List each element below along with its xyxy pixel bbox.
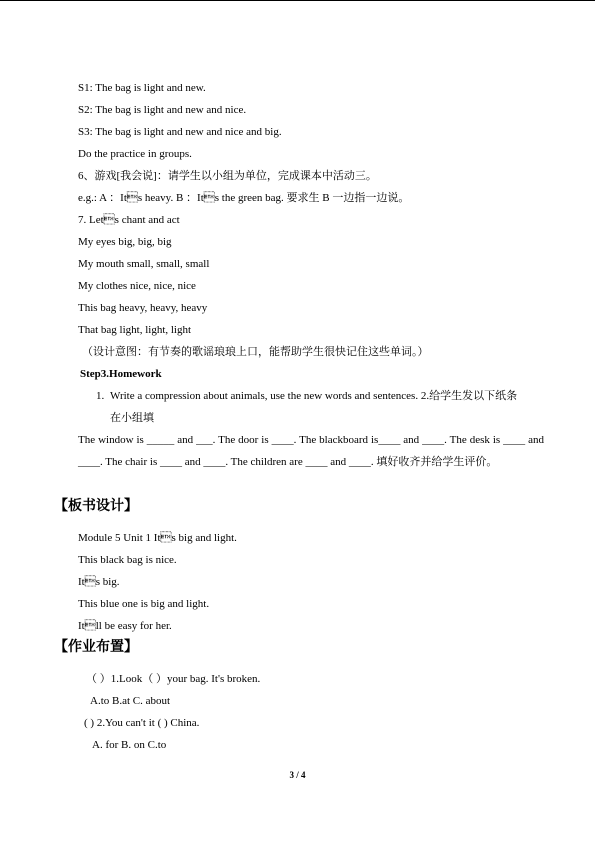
question-2: ( ) 2.You can't it ( ) China. (84, 717, 200, 729)
page-number: 3 / 4 (289, 770, 306, 780)
game-line: 6、游戏[我会说]：请学生以小组为单位，完成课本中活动三。 (78, 170, 377, 182)
board-line: Its big. (78, 576, 120, 588)
chant-line: That bag light, light, light (78, 324, 192, 336)
board-line: Itll be easy for her. (78, 620, 172, 632)
board-design-heading: 【板书设计】 (54, 498, 138, 514)
board-line: This black bag is nice. (78, 554, 177, 566)
example-line: e.g.: A ：Its heavy. B ：Its the green bag. 要求生 B 一边指一边说。 (78, 192, 410, 204)
dialogue-s3: S3: The bag is light and new and nice and big. (78, 126, 282, 138)
question-1-options: A.to B.at C. about (90, 695, 171, 707)
chant-title: 7. Lets chant and act (78, 214, 180, 226)
practice-line: Do the practice in groups. (78, 148, 192, 160)
chant-line: This bag heavy, heavy, heavy (78, 302, 208, 314)
chant-line: My clothes nice, nice, nice (78, 280, 196, 292)
question-2-options: A. for B. on C.to (92, 739, 167, 751)
chant-line: My mouth small, small, small (78, 258, 210, 270)
homework-number: 1. (96, 390, 105, 402)
homework-heading: 【作业布置】 (54, 639, 138, 655)
question-1: （ ）1.Look（ ）your bag. It's broken. (86, 673, 261, 685)
dialogue-s2: S2: The bag is light and new and nice. (78, 104, 247, 116)
board-line: Module 5 Unit 1 Its big and light. (78, 532, 237, 544)
homework-item-1: Write a compression about animals, use the new words and sentences. 2.给学生发以下纸条 (110, 390, 518, 402)
board-line: This blue one is big and light. (78, 598, 210, 610)
step3-heading: Step3.Homework (80, 368, 162, 380)
homework-item-1-cont: 在小组填 (110, 412, 154, 424)
fill-in-paragraph: The window is _____ and ___. The door is ____. The blackboard is____ and ____. The desk is ____ and ____. The chair is ____ and ____. The children are ____ and ____. 填好收齐并给学生评价。 (78, 434, 544, 468)
design-note: （设计意图：有节奏的歌谣琅琅上口，能帮助学生很快记住这些单词。） (82, 346, 429, 358)
dialogue-s1: S1: The bag is light and new. (78, 82, 206, 94)
chant-line: My eyes big, big, big (78, 236, 172, 248)
